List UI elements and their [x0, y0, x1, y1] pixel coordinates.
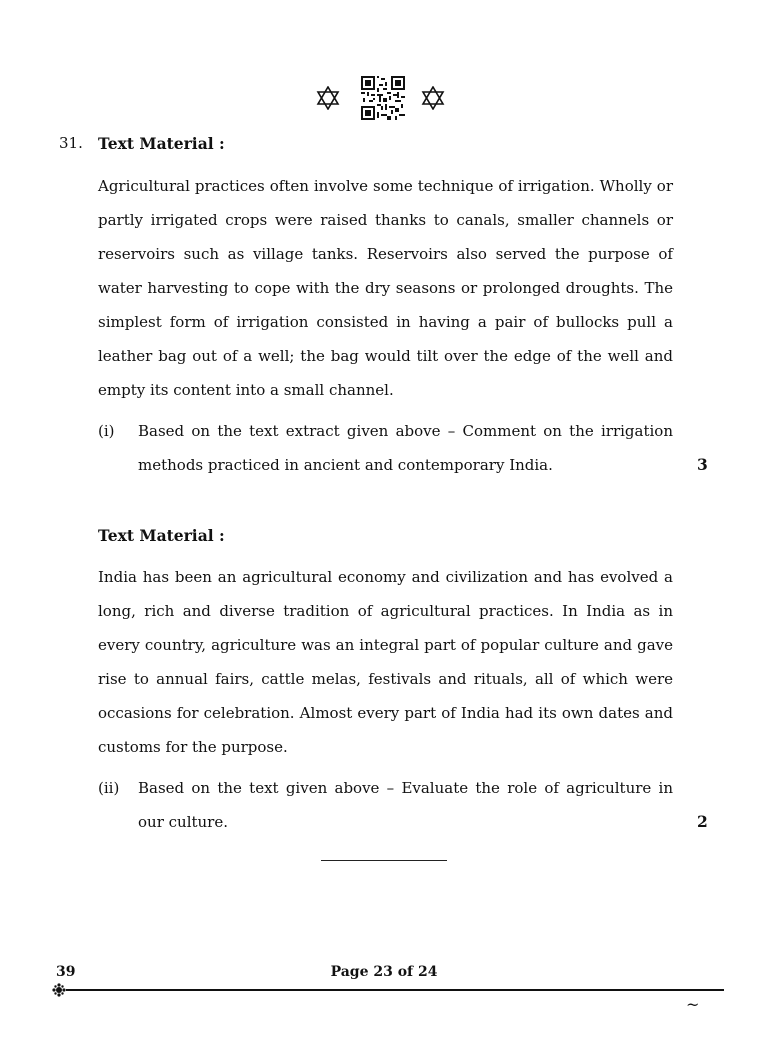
sub-question-number: (i): [98, 422, 115, 440]
marks-label: 3: [697, 455, 708, 474]
text-extract-paragraph: Agricultural practices often involve some technique of irrigation. Wholly or partly irrigated crops were raised thanks to canals, smaller channels or reservoirs such as village tanks. Reservoirs also served the purpose of water harvesting to cope with the dry seasons or prolonged droughts. The simplest form of irrigation consisted in having a pair of bullocks pull a leather bag out of a well; the bag would tilt over the edge of the well and empty its content into a small channel.: [98, 177, 673, 399]
text-extract-paragraph: India has been an agricultural economy and civilization and has evolved a long, rich and diverse tradition of agricultural practices. In India as in every country, agriculture was an integral part of popular culture and gave rise to annual fairs, cattle melas, festivals and rituals, all of which were occasions for celebration. Almost every part of India had its own dates and customs for the purpose.: [98, 568, 673, 756]
section-heading: Text Material :: [98, 526, 225, 545]
ornament-icon: [52, 983, 66, 997]
qr-code: [361, 76, 405, 120]
tilde-mark: ~: [686, 995, 700, 1014]
sub-question-text: Based on the text given above – Evaluate the role of agriculture in our culture.: [138, 779, 673, 831]
footer-rule: [66, 989, 724, 991]
marks-label: 2: [697, 812, 708, 831]
end-of-question-rule: [321, 860, 447, 861]
question-number: 31.: [59, 134, 83, 152]
page-number-label: Page 23 of 24: [330, 964, 438, 980]
sub-question-number: (ii): [98, 779, 120, 797]
star-of-david-icon: [421, 86, 445, 110]
section-heading: Text Material :: [98, 134, 225, 153]
star-of-david-icon: [316, 86, 340, 110]
paper-code: 39: [56, 964, 76, 980]
page-header: [0, 76, 768, 120]
sub-question-text: Based on the text extract given above – Comment on the irrigation methods practiced in ancient and contemporary India.: [138, 422, 673, 474]
